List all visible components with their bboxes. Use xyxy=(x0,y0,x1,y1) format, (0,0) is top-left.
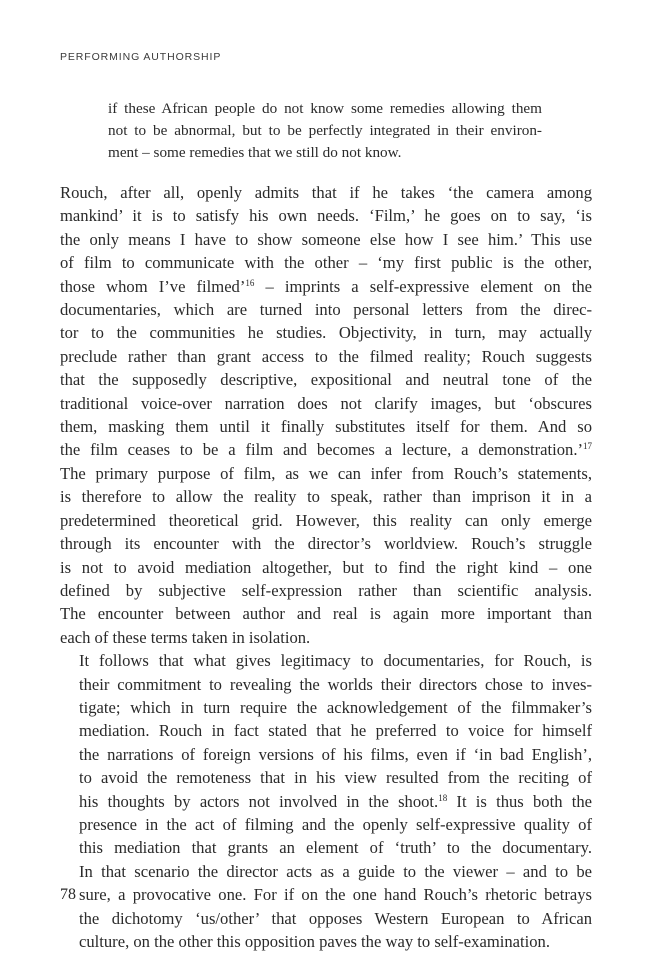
paragraph-1 xyxy=(60,181,592,649)
text-run: preclude rather than grant access to the filmed reality; Rouch suggests xyxy=(60,346,592,366)
text-run: the dichotomy ‘us/other’ that opposes Western European to African xyxy=(79,908,592,928)
footnote-ref: 18 xyxy=(438,792,448,803)
text-run: of film to communicate with the other – ‘my first public is the other, xyxy=(60,253,592,273)
text-line xyxy=(60,485,592,508)
text-run: them, masking them until it finally substitutes itself for them. And so xyxy=(60,417,592,437)
running-head: PERFORMING AUTHORSHIP xyxy=(60,51,222,63)
text-run: is therefore to allow the reality to speak, rather than imprison it in a xyxy=(60,487,592,507)
text-line xyxy=(60,649,592,672)
text-run: to avoid the remoteness that in his view resulted from the reciting of xyxy=(79,768,592,788)
text-run: the film ceases to be a film and becomes a lecture, a demonstration.’ xyxy=(60,440,583,460)
text-run: sure, a provocative one. For if on the one hand Rouch’s rhetoric betrays xyxy=(79,885,592,905)
text-line xyxy=(60,883,592,906)
quote-line: ment – some remedies that we still do not know. xyxy=(108,144,402,161)
text-line xyxy=(60,836,592,859)
text-run: defined by subjective self-expression rather than scientific analysis. xyxy=(60,580,592,600)
text-line xyxy=(60,181,592,204)
text-line xyxy=(60,298,592,321)
quote-line: if these African people do not know some remedies allowing them xyxy=(108,100,542,117)
text-run: the only means I have to show someone else how I see him.’ This use xyxy=(60,229,592,249)
text-line xyxy=(60,532,592,555)
quote-line: not to be abnormal, but to be perfectly integrated in their environ- xyxy=(108,122,542,139)
text-run: is not to avoid mediation altogether, but to find the right kind – one xyxy=(60,557,592,577)
body-text xyxy=(60,181,592,953)
text-line xyxy=(60,579,592,602)
text-line xyxy=(60,228,592,251)
text-run: It follows that what gives legitimacy to documentaries, for Rouch, is xyxy=(79,651,592,671)
text-line xyxy=(60,462,592,485)
text-line xyxy=(60,275,592,298)
text-line xyxy=(60,251,592,274)
text-run: culture, on the other this opposition paves the way to self-examination. xyxy=(79,932,550,951)
text-line xyxy=(60,696,592,719)
text-run: the narrations of foreign versions of his films, even if ‘in bad English’, xyxy=(79,744,592,764)
text-run: tor to the communities he studies. Objectivity, in turn, may actually xyxy=(60,323,592,343)
text-line xyxy=(60,930,592,953)
text-line xyxy=(60,321,592,344)
text-line xyxy=(60,790,592,813)
text-line xyxy=(60,368,592,391)
text-line xyxy=(60,509,592,532)
text-line xyxy=(60,907,592,930)
footnote-ref: 16 xyxy=(245,277,255,288)
text-run: their commitment to revealing the worlds their directors chose to inves- xyxy=(79,674,592,694)
text-line xyxy=(60,556,592,579)
text-line xyxy=(60,860,592,883)
text-run: mediation. Rouch in fact stated that he preferred to voice for himself xyxy=(79,721,592,741)
text-run: The encounter between author and real is again more important than xyxy=(60,604,592,624)
text-run: those whom I’ve filmed’ xyxy=(60,276,246,296)
text-line xyxy=(60,438,592,461)
text-line xyxy=(60,766,592,789)
text-run: predetermined theoretical grid. However, this reality can only emerge xyxy=(60,510,592,530)
text-line xyxy=(60,626,592,649)
text-line xyxy=(60,743,592,766)
text-line xyxy=(60,415,592,438)
text-run: that the supposedly descriptive, expositional and neutral tone of the xyxy=(60,370,592,390)
text-run: traditional voice-over narration does not clarify images, but ‘obscures xyxy=(60,393,592,413)
footnote-ref: 17 xyxy=(583,441,592,452)
text-run: The primary purpose of film, as we can infer from Rouch’s statements, xyxy=(60,463,592,483)
text-run: It is thus both the xyxy=(447,791,592,811)
text-run: – imprints a self-expressive element on the xyxy=(254,276,592,296)
text-line xyxy=(60,345,592,368)
text-run: In that scenario the director acts as a guide to the viewer – and to be xyxy=(79,861,592,881)
text-run: this mediation that grants an element of ‘truth’ to the documentary. xyxy=(79,838,592,858)
block-quote xyxy=(108,98,542,164)
text-run: tigate; which in turn require the acknowledgement of the filmmaker’s xyxy=(79,697,592,717)
text-run: through its encounter with the director’s worldview. Rouch’s struggle xyxy=(60,534,592,554)
text-run: mankind’ it is to satisfy his own needs. ‘Film,’ he goes on to say, ‘is xyxy=(60,206,592,226)
text-line xyxy=(60,204,592,227)
text-line xyxy=(60,719,592,742)
text-line xyxy=(60,602,592,625)
page-number: 78 xyxy=(60,886,76,903)
paragraph-2 xyxy=(60,649,592,953)
text-line xyxy=(60,813,592,836)
text-line xyxy=(60,673,592,696)
text-run: presence in the act of filming and the openly self-expressive quality of xyxy=(79,814,592,834)
text-line xyxy=(60,392,592,415)
text-run: his thoughts by actors not involved in the shoot. xyxy=(79,791,439,811)
text-run: each of these terms taken in isolation. xyxy=(60,627,311,647)
text-run: documentaries, which are turned into personal letters from the direc- xyxy=(60,300,592,320)
text-run: Rouch, after all, openly admits that if he takes ‘the camera among xyxy=(60,183,592,202)
